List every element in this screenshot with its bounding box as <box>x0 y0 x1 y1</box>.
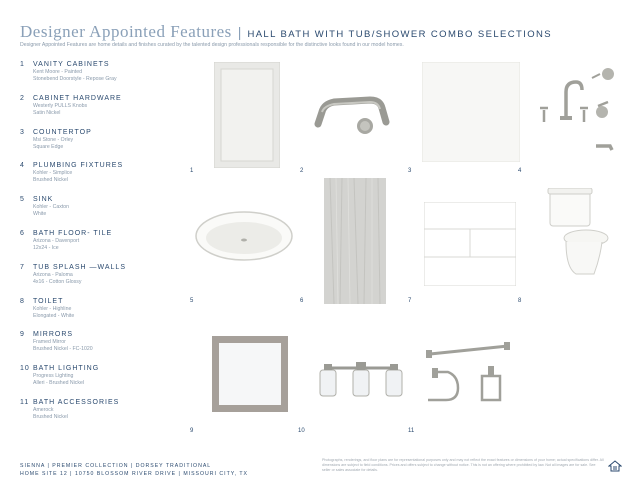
item-detail: Kohler - Simplice <box>33 170 73 177</box>
list-item <box>20 330 180 364</box>
item-title: TOILET <box>33 297 64 305</box>
title-divider: | <box>237 24 242 40</box>
item-detail: White <box>33 211 47 218</box>
list-item <box>20 229 180 263</box>
framed-mirror-image <box>212 336 288 412</box>
tile-number-4: 4 <box>518 168 522 174</box>
item-detail: Progress Lighting <box>33 373 74 380</box>
undermount-sink-image <box>194 210 294 262</box>
countertop-sample-image <box>422 62 520 162</box>
page-title: Designer Appointed Features <box>20 22 232 41</box>
page-subtitle-heading: HALL BATH WITH TUB/SHOWER COMBO SELECTIONS <box>247 29 553 40</box>
page-header <box>20 22 552 40</box>
item-number: 8 <box>20 297 25 305</box>
cabinet-pull-knob-image <box>312 82 396 142</box>
item-title: BATH LIGHTING <box>33 365 100 373</box>
item-number: 1 <box>20 61 25 68</box>
tile-number-9: 9 <box>190 428 194 434</box>
item-number: 5 <box>20 196 25 204</box>
tile-number-11: 11 <box>408 428 415 434</box>
item-number: 6 <box>20 229 25 237</box>
item-detail: Msi Stone - Orley <box>33 136 74 143</box>
list-item <box>20 161 180 195</box>
item-detail: Square Edge <box>33 143 64 150</box>
item-title: SINK <box>33 196 54 204</box>
item-detail: Arizona - Paloma <box>33 271 73 278</box>
page-description: Designer Appointed Features are home details and finishes curated by the talented design professionals responsible for the distinctive looks found in our model homes. <box>20 42 404 48</box>
equal-housing-icon <box>608 460 622 472</box>
item-title: VANITY CABINETS <box>33 61 110 68</box>
legal-disclaimer: Photographs, renderings, and floor plans are for representational purposes only and may not reflect the exact features or dimensions of your home; actual specifications differ. All dimensions are subject to field conditions. Prices and offers subject to change without notice. This is not an offering where prohibited by law. Not all images are for sale. See seller or sales associate for details. <box>322 458 604 472</box>
list-item <box>20 398 180 432</box>
item-detail: Alleri - Brushed Nickel <box>33 380 85 387</box>
item-title: BATH FLOOR- TILE <box>33 229 113 237</box>
item-number: 11 <box>20 398 30 406</box>
address-line: HOME SITE 12 | 10750 BLOSSOM RIVER DRIVE | MISSOURI CITY, TX <box>20 471 248 477</box>
item-detail: 4x16 - Cotton Glossy <box>33 278 82 285</box>
tile-number-6: 6 <box>300 298 304 304</box>
tile-number-10: 10 <box>298 428 305 434</box>
tile-number-3: 3 <box>408 168 412 174</box>
item-detail: Kohler - Caxton <box>33 204 70 211</box>
item-detail: Framed Mirror <box>33 339 66 346</box>
list-item <box>20 128 180 162</box>
list-item <box>20 297 180 331</box>
tile-number-5: 5 <box>190 298 194 304</box>
plumbing-fixtures-image <box>536 64 620 160</box>
item-detail: 12x24 - Ice <box>33 244 59 251</box>
item-detail: Brushed Nickel <box>33 177 68 184</box>
toilet-image <box>546 188 610 284</box>
item-detail: Elongated - White <box>33 312 75 319</box>
item-detail: Brushed Nickel - FC-1020 <box>33 346 93 353</box>
collection-line: SIENNA | PREMIER COLLECTION | DORSEY TRADITIONAL <box>20 463 212 469</box>
list-item <box>20 364 180 398</box>
item-number: 9 <box>20 331 25 339</box>
tile-number-7: 7 <box>408 298 412 304</box>
item-detail: Satin Nickel <box>33 109 61 116</box>
list-item <box>20 94 180 128</box>
item-title: PLUMBING FIXTURES <box>33 162 124 170</box>
list-item <box>20 60 180 94</box>
item-detail: Amerock <box>33 406 54 413</box>
item-detail: Westerly PULLS Knobs <box>33 102 88 109</box>
item-detail: Brushed Nickel <box>33 413 68 420</box>
item-title: BATH ACCESSORIES <box>33 398 120 406</box>
item-number: 3 <box>20 128 25 136</box>
item-number: 10 <box>20 365 30 373</box>
community-info <box>20 462 248 478</box>
list-item <box>20 263 180 297</box>
item-number: 4 <box>20 162 25 170</box>
bath-vanity-light-image <box>316 354 406 400</box>
item-title: CABINET HARDWARE <box>33 94 122 102</box>
item-detail: Stonebend Doorstyle - Repose Gray <box>33 76 117 82</box>
item-title: MIRRORS <box>33 331 74 339</box>
item-title: TUB SPLASH —WALLS <box>33 263 126 271</box>
selection-list <box>20 60 180 432</box>
bath-accessories-image <box>424 342 516 408</box>
item-number: 2 <box>20 94 25 102</box>
vanity-cabinet-door-image <box>214 62 280 168</box>
floor-tile-sample-image <box>324 178 386 304</box>
item-detail: Kohler - Highline <box>33 305 72 312</box>
item-number: 7 <box>20 263 25 271</box>
wall-tile-sample-image <box>424 202 516 286</box>
tile-number-1: 1 <box>190 168 194 174</box>
tile-number-8: 8 <box>518 298 522 304</box>
tile-number-2: 2 <box>300 168 304 174</box>
item-detail: Kent Moore - Painted <box>33 69 83 75</box>
list-item <box>20 195 180 229</box>
item-title: COUNTERTOP <box>33 128 92 136</box>
item-detail: Arizona - Davenport <box>33 237 80 244</box>
